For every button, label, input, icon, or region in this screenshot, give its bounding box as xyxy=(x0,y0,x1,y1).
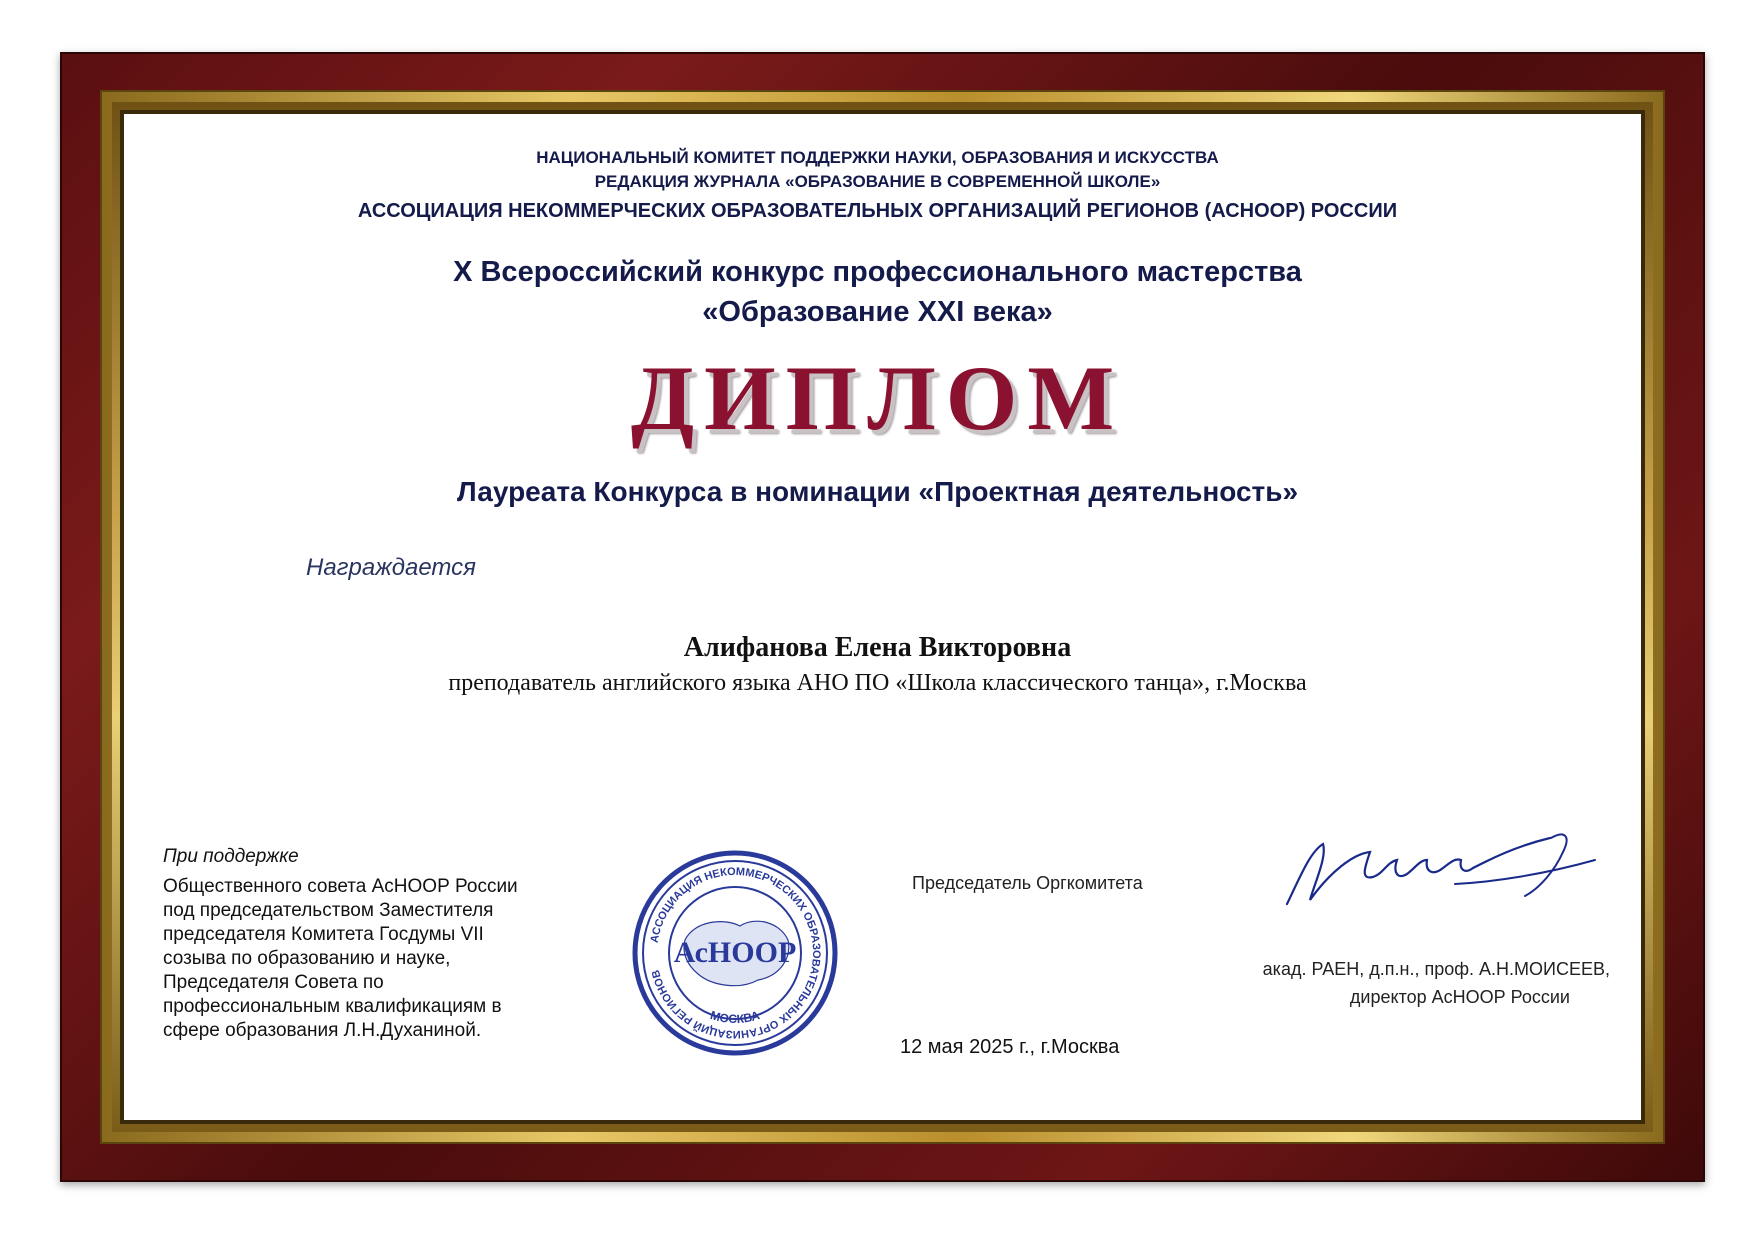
signature-icon xyxy=(1275,822,1615,922)
organizer-line-2: РЕДАКЦИЯ ЖУРНАЛА «ОБРАЗОВАНИЕ В СОВРЕМЕННОЙ ШКОЛЕ» xyxy=(594,172,1161,191)
issue-date: 12 мая 2025 г., г.Москва xyxy=(900,1036,1120,1058)
contest-title-line-2: «Образование XXI века» xyxy=(702,296,1053,328)
support-line: Председателя Совета по xyxy=(163,972,384,993)
svg-text:МОСКВА xyxy=(709,1008,762,1026)
support-label: При поддержке xyxy=(163,846,299,867)
nomination-text: Лауреата Конкурса в номинации «Проектная деятельность» xyxy=(456,476,1299,507)
chairman-name-line-1: акад. РАЕН, д.п.н., проф. А.Н.МОИСЕЕВ, xyxy=(1262,959,1610,979)
support-block xyxy=(163,845,563,1043)
chairman-name xyxy=(1210,955,1610,1011)
organizer-line-3: АССОЦИАЦИЯ НЕКОММЕРЧЕСКИХ ОБРАЗОВАТЕЛЬНЫХ ОРГАНИЗАЦИЙ РЕГИОНОВ (АСНООР) РОССИИ xyxy=(357,200,1398,222)
awarded-label: Награждается xyxy=(306,554,476,581)
chairman-label: Председатель Оргкомитета xyxy=(912,873,1143,893)
recipient-name: Алифанова Елена Викторовна xyxy=(683,632,1072,663)
support-line: под председательством Заместителя xyxy=(163,900,494,921)
diploma-title: ДИПЛОМ xyxy=(630,347,1125,449)
organization-seal-icon xyxy=(630,848,840,1058)
support-line: председателя Комитета Госдумы VII xyxy=(163,924,484,945)
contest-title-line-1: X Всероссийский конкурс профессионального мастерства xyxy=(453,256,1302,288)
support-line: Общественного совета АсНООР России xyxy=(163,876,518,897)
seal-center-text: АсНООР xyxy=(673,936,797,969)
seal-ring-text: АССОЦИАЦИЯ НЕКОММЕРЧЕСКИХ ОБРАЗОВАТЕЛЬНЫХ ОРГАНИЗАЦИЙ РЕГИОНОВ xyxy=(648,865,823,1041)
seal-bottom-text: МОСКВА xyxy=(708,1008,762,1027)
chairman-name-line-2: директор АсНООР России xyxy=(1349,987,1570,1007)
support-line: профессиональным квалификациям в xyxy=(163,996,502,1017)
support-line: сфере образования Л.Н.Духаниной. xyxy=(163,1020,482,1041)
recipient-position: преподаватель английского языка АНО ПО «Школа классического танца», г.Москва xyxy=(448,670,1307,696)
organizer-line-1: НАЦИОНАЛЬНЫЙ КОМИТЕТ ПОДДЕРЖКИ НАУКИ, ОБРАЗОВАНИЯ И ИСКУССТВА xyxy=(536,148,1219,167)
support-line: созыва по образованию и науке, xyxy=(163,948,451,969)
